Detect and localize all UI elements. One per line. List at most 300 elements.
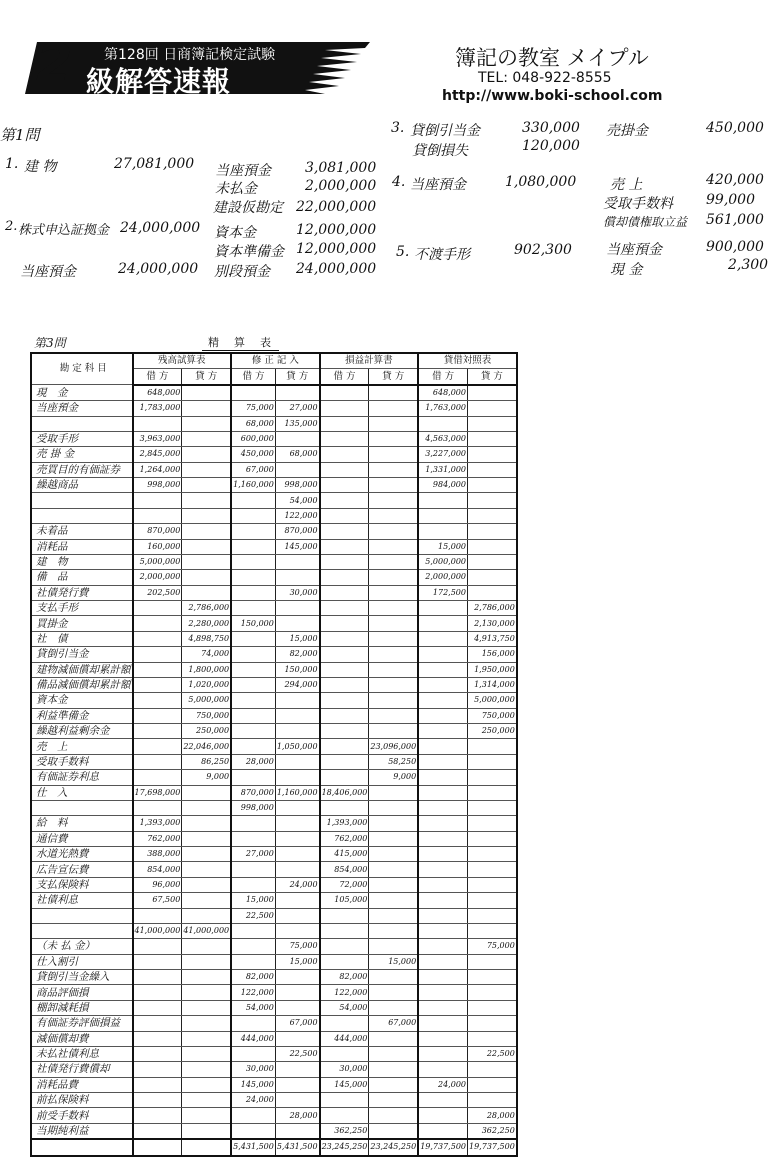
q1-5-no: 5. [396, 244, 410, 260]
account-name: 建 物 [31, 554, 133, 569]
amount-cell: 1,264,000 [133, 462, 182, 477]
amount-cell [369, 816, 418, 831]
amount-cell [231, 385, 275, 401]
amount-cell: 2,130,000 [468, 616, 517, 631]
amount-cell [418, 524, 467, 539]
amount-cell [133, 493, 182, 508]
amount-cell [275, 1062, 319, 1077]
q1-2-credit-amt-3: 24,000,000 [296, 261, 377, 277]
amount-cell [369, 662, 418, 677]
amount-cell [418, 985, 467, 1000]
amount-cell [182, 877, 231, 892]
amount-cell [231, 939, 275, 954]
account-name: 棚卸減耗損 [31, 1000, 133, 1015]
amount-cell [418, 816, 467, 831]
amount-cell [369, 939, 418, 954]
amount-cell [275, 847, 319, 862]
account-name: 繰越利益剰余金 [31, 724, 133, 739]
amount-cell [369, 708, 418, 723]
amount-cell [182, 985, 231, 1000]
amount-cell: 150,000 [231, 616, 275, 631]
table-row [31, 616, 517, 631]
amount-cell [133, 647, 182, 662]
worksheet-table [30, 352, 518, 1157]
q1-4-credit-2: 受取手数料 [603, 196, 673, 212]
account-name: 減価償却費 [31, 1031, 133, 1046]
amount-cell [369, 493, 418, 508]
amount-cell [275, 1123, 319, 1139]
amount-cell [133, 1077, 182, 1092]
amount-cell [418, 862, 467, 877]
amount-cell [468, 385, 517, 401]
amount-cell: 68,000 [231, 416, 275, 431]
amount-cell [320, 739, 369, 754]
table-row [31, 1123, 517, 1139]
col-credit: 貸 方 [468, 369, 517, 385]
amount-cell: 1,314,000 [468, 677, 517, 692]
amount-cell [418, 785, 467, 800]
amount-cell [418, 1016, 467, 1031]
amount-cell [418, 923, 467, 938]
account-name: 消耗品 [31, 539, 133, 554]
school-url[interactable]: http://www.boki-school.com [442, 88, 663, 104]
amount-cell [369, 416, 418, 431]
amount-cell [231, 770, 275, 785]
amount-cell: 998,000 [133, 478, 182, 493]
table-row [31, 708, 517, 723]
amount-cell [369, 508, 418, 523]
account-name [31, 493, 133, 508]
table-row [31, 662, 517, 677]
amount-cell: 67,000 [275, 1016, 319, 1031]
amount-cell: 2,845,000 [133, 447, 182, 462]
amount-cell [320, 524, 369, 539]
amount-cell: 2,280,000 [182, 616, 231, 631]
table-row [31, 462, 517, 477]
table-row [31, 478, 517, 493]
amount-cell: 23,245,250 [369, 1139, 418, 1155]
amount-cell [468, 585, 517, 600]
amount-cell [275, 1093, 319, 1108]
amount-cell: 54,000 [231, 1000, 275, 1015]
amount-cell [468, 862, 517, 877]
amount-cell [320, 447, 369, 462]
amount-cell [182, 431, 231, 446]
q1-3-credit: 売掛金 [606, 123, 648, 139]
col-credit: 貸 方 [369, 369, 418, 385]
amount-cell [468, 1077, 517, 1092]
amount-cell [468, 985, 517, 1000]
amount-cell: 28,000 [231, 754, 275, 769]
amount-cell: 870,000 [231, 785, 275, 800]
amount-cell [133, 1031, 182, 1046]
amount-cell [182, 539, 231, 554]
q1-5-credit-1: 当座預金 [606, 242, 662, 258]
q1-3-credit-amt: 450,000 [706, 120, 764, 136]
table-row [31, 1077, 517, 1092]
amount-cell: 1,331,000 [418, 462, 467, 477]
amount-cell: 3,227,000 [418, 447, 467, 462]
amount-cell: 58,250 [369, 754, 418, 769]
amount-cell: 600,000 [231, 431, 275, 446]
q1-5-credit-amt-1: 900,000 [706, 239, 764, 255]
q1-4-credit-amt-1: 420,000 [706, 172, 764, 188]
q1-1-credit-amt-2: 2,000,000 [305, 178, 377, 194]
amount-cell: 23,096,000 [369, 739, 418, 754]
account-name: 備 品 [31, 570, 133, 585]
table-row [31, 1062, 517, 1077]
amount-cell: 30,000 [231, 1062, 275, 1077]
amount-cell [275, 754, 319, 769]
amount-cell: 870,000 [275, 524, 319, 539]
table-row [31, 1108, 517, 1123]
amount-cell [133, 1139, 182, 1155]
amount-cell [468, 554, 517, 569]
amount-cell [468, 447, 517, 462]
q1-2-debit-amt-2: 24,000,000 [118, 261, 199, 277]
amount-cell [418, 647, 467, 662]
amount-cell: 3,963,000 [133, 431, 182, 446]
account-name: 通信費 [31, 831, 133, 846]
amount-cell [275, 1077, 319, 1092]
amount-cell: 19,737,500 [418, 1139, 467, 1155]
amount-cell [182, 524, 231, 539]
amount-cell [133, 739, 182, 754]
amount-cell [275, 431, 319, 446]
amount-cell: 135,000 [275, 416, 319, 431]
q1-3-debit-2: 貸倒損失 [412, 143, 468, 159]
amount-cell [182, 462, 231, 477]
table-row [31, 677, 517, 692]
amount-cell [320, 770, 369, 785]
amount-cell [468, 1000, 517, 1015]
amount-cell [320, 431, 369, 446]
amount-cell [231, 1046, 275, 1061]
amount-cell: 75,000 [231, 401, 275, 416]
amount-cell [369, 923, 418, 938]
amount-cell [320, 601, 369, 616]
table-row [31, 1000, 517, 1015]
amount-cell [231, 647, 275, 662]
amount-cell [369, 554, 418, 569]
account-name: 買掛金 [31, 616, 133, 631]
amount-cell: 67,000 [231, 462, 275, 477]
amount-cell: 762,000 [133, 831, 182, 846]
amount-cell [182, 847, 231, 862]
amount-cell: 68,000 [275, 447, 319, 462]
amount-cell: 1,783,000 [133, 401, 182, 416]
table-row [31, 1046, 517, 1061]
amount-cell: 15,000 [418, 539, 467, 554]
amount-cell: 5,431,500 [275, 1139, 319, 1155]
table-row [31, 908, 517, 923]
amount-cell: 22,500 [231, 908, 275, 923]
amount-cell [468, 816, 517, 831]
amount-cell [468, 431, 517, 446]
account-name [31, 416, 133, 431]
amount-cell: 415,000 [320, 847, 369, 862]
amount-cell: 15,000 [231, 893, 275, 908]
amount-cell [418, 493, 467, 508]
amount-cell: 5,000,000 [182, 693, 231, 708]
amount-cell [369, 800, 418, 815]
amount-cell [369, 847, 418, 862]
q1-1-debit-amt: 27,081,000 [114, 156, 195, 172]
worksheet-header-groups [31, 353, 517, 369]
amount-cell [320, 462, 369, 477]
q1-3-debit-amt-1: 330,000 [522, 120, 580, 136]
amount-cell [320, 1046, 369, 1061]
amount-cell [182, 493, 231, 508]
account-name: 受取手形 [31, 431, 133, 446]
account-name [31, 800, 133, 815]
amount-cell: 854,000 [133, 862, 182, 877]
q1-3-debit-1: 貸倒引当金 [410, 123, 480, 139]
amount-cell [369, 677, 418, 692]
amount-cell: 24,000 [231, 1093, 275, 1108]
amount-cell [369, 1031, 418, 1046]
amount-cell [369, 647, 418, 662]
amount-cell: 1,950,000 [468, 662, 517, 677]
table-row [31, 508, 517, 523]
amount-cell [133, 970, 182, 985]
amount-cell [182, 1000, 231, 1015]
amount-cell [418, 877, 467, 892]
amount-cell [275, 862, 319, 877]
amount-cell [369, 831, 418, 846]
amount-cell: 648,000 [133, 385, 182, 401]
amount-cell [320, 539, 369, 554]
table-row [31, 693, 517, 708]
amount-cell [418, 616, 467, 631]
account-name: 水道光熱費 [31, 847, 133, 862]
group-balance-sheet: 貸借対照表 [418, 353, 517, 369]
amount-cell [369, 1108, 418, 1123]
q1-1-no: 1. [5, 156, 19, 172]
q1-1-credit-1: 当座預金 [215, 163, 271, 179]
table-row [31, 1093, 517, 1108]
school-tel: TEL: 048-922-8555 [478, 70, 612, 86]
amount-cell: 250,000 [468, 724, 517, 739]
amount-cell [369, 693, 418, 708]
amount-cell [369, 985, 418, 1000]
account-name: 貸倒引当金 [31, 647, 133, 662]
amount-cell [369, 1000, 418, 1015]
amount-cell [133, 677, 182, 692]
table-row [31, 539, 517, 554]
amount-cell: 24,000 [275, 877, 319, 892]
amount-cell [275, 724, 319, 739]
amount-cell: 2,000,000 [418, 570, 467, 585]
amount-cell [182, 1108, 231, 1123]
amount-cell: 388,000 [133, 847, 182, 862]
group-income-statement: 損益計算書 [320, 353, 419, 369]
amount-cell [418, 770, 467, 785]
amount-cell [275, 770, 319, 785]
account-name: 繰越商品 [31, 478, 133, 493]
amount-cell [275, 1000, 319, 1015]
table-row [31, 739, 517, 754]
amount-cell [369, 1077, 418, 1092]
amount-cell [275, 462, 319, 477]
exam-name: 第128回 日商簿記検定試験 [104, 47, 276, 63]
amount-cell: 41,000,000 [182, 923, 231, 938]
table-row [31, 385, 517, 401]
amount-cell [369, 462, 418, 477]
col-debit: 借 方 [320, 369, 369, 385]
account-name: 仕 入 [31, 785, 133, 800]
account-name: 貸倒引当金繰入 [31, 970, 133, 985]
amount-cell [418, 908, 467, 923]
amount-cell [182, 800, 231, 815]
col-account: 勘 定 科 目 [31, 353, 133, 385]
amount-cell [418, 954, 467, 969]
amount-cell [182, 570, 231, 585]
amount-cell [320, 478, 369, 493]
col-credit: 貸 方 [275, 369, 319, 385]
amount-cell [468, 1062, 517, 1077]
q1-4-debit: 当座預金 [410, 177, 466, 193]
amount-cell [320, 554, 369, 569]
amount-cell: 74,000 [182, 647, 231, 662]
amount-cell [231, 539, 275, 554]
amount-cell [369, 585, 418, 600]
q1-2-credit-2: 資本準備金 [214, 244, 284, 260]
amount-cell [231, 693, 275, 708]
table-row [31, 893, 517, 908]
amount-cell [182, 954, 231, 969]
table-row [31, 447, 517, 462]
amount-cell [418, 739, 467, 754]
amount-cell [418, 508, 467, 523]
amount-cell [231, 662, 275, 677]
amount-cell [275, 708, 319, 723]
amount-cell: 1,763,000 [418, 401, 467, 416]
amount-cell [275, 923, 319, 938]
amount-cell: 156,000 [468, 647, 517, 662]
amount-cell [468, 800, 517, 815]
amount-cell [231, 923, 275, 938]
table-row [31, 631, 517, 646]
amount-cell [133, 724, 182, 739]
account-name: 社債発行費 [31, 585, 133, 600]
group-trial-balance: 残高試算表 [133, 353, 232, 369]
amount-cell: 19,737,500 [468, 1139, 517, 1155]
amount-cell [369, 1062, 418, 1077]
amount-cell [468, 785, 517, 800]
table-row [31, 954, 517, 969]
col-debit: 借 方 [133, 369, 182, 385]
amount-cell [133, 662, 182, 677]
amount-cell: 22,500 [275, 1046, 319, 1061]
amount-cell: 28,000 [275, 1108, 319, 1123]
amount-cell: 1,393,000 [133, 816, 182, 831]
amount-cell [418, 1000, 467, 1015]
amount-cell: 82,000 [275, 647, 319, 662]
amount-cell [320, 401, 369, 416]
amount-cell [418, 724, 467, 739]
amount-cell [468, 847, 517, 862]
amount-cell: 998,000 [275, 478, 319, 493]
amount-cell [275, 385, 319, 401]
amount-cell [182, 1031, 231, 1046]
amount-cell [320, 954, 369, 969]
amount-cell [468, 877, 517, 892]
amount-cell [369, 601, 418, 616]
q1-5-credit-amt-2: 2,300 [728, 257, 769, 273]
amount-cell [182, 554, 231, 569]
account-name: 支払手形 [31, 601, 133, 616]
amount-cell: 150,000 [275, 662, 319, 677]
amount-cell [182, 1016, 231, 1031]
amount-cell [320, 923, 369, 938]
amount-cell: 1,800,000 [182, 662, 231, 677]
amount-cell [369, 908, 418, 923]
amount-cell: 15,000 [275, 954, 319, 969]
amount-cell: 444,000 [320, 1031, 369, 1046]
amount-cell [468, 1016, 517, 1031]
amount-cell [231, 508, 275, 523]
table-row [31, 570, 517, 585]
amount-cell: 54,000 [320, 1000, 369, 1015]
amount-cell [468, 524, 517, 539]
amount-cell: 18,406,000 [320, 785, 369, 800]
q1-1-credit-amt-3: 22,000,000 [296, 199, 377, 215]
amount-cell [418, 1046, 467, 1061]
amount-cell [468, 508, 517, 523]
amount-cell [418, 800, 467, 815]
amount-cell [275, 570, 319, 585]
table-row [31, 800, 517, 815]
amount-cell: 1,160,000 [231, 478, 275, 493]
q1-4-credit-3: 償却債権取立益 [603, 215, 688, 229]
amount-cell: 28,000 [468, 1108, 517, 1123]
amount-cell [182, 970, 231, 985]
account-name: （未 払 金） [31, 939, 133, 954]
amount-cell [320, 1093, 369, 1108]
q1-1-debit: 建 物 [24, 159, 57, 175]
q1-4-debit-amt: 1,080,000 [505, 174, 577, 190]
amount-cell [369, 970, 418, 985]
table-row [31, 970, 517, 985]
amount-cell: 2,000,000 [133, 570, 182, 585]
amount-cell [231, 570, 275, 585]
amount-cell [231, 554, 275, 569]
table-row [31, 754, 517, 769]
account-name: 社 債 [31, 631, 133, 646]
col-credit: 貸 方 [182, 369, 231, 385]
amount-cell [468, 754, 517, 769]
amount-cell [468, 908, 517, 923]
table-row [31, 585, 517, 600]
table-row [31, 877, 517, 892]
amount-cell [133, 631, 182, 646]
amount-cell [320, 1016, 369, 1031]
amount-cell [320, 647, 369, 662]
amount-cell [182, 585, 231, 600]
amount-cell [369, 539, 418, 554]
amount-cell [369, 385, 418, 401]
account-name: 建物減価償却累計額 [31, 662, 133, 677]
amount-cell [320, 800, 369, 815]
amount-cell [275, 1031, 319, 1046]
amount-cell: 67,000 [369, 1016, 418, 1031]
amount-cell: 250,000 [182, 724, 231, 739]
amount-cell [133, 416, 182, 431]
q1-4-no: 4. [392, 174, 406, 190]
amount-cell: 4,563,000 [418, 431, 467, 446]
amount-cell [133, 754, 182, 769]
